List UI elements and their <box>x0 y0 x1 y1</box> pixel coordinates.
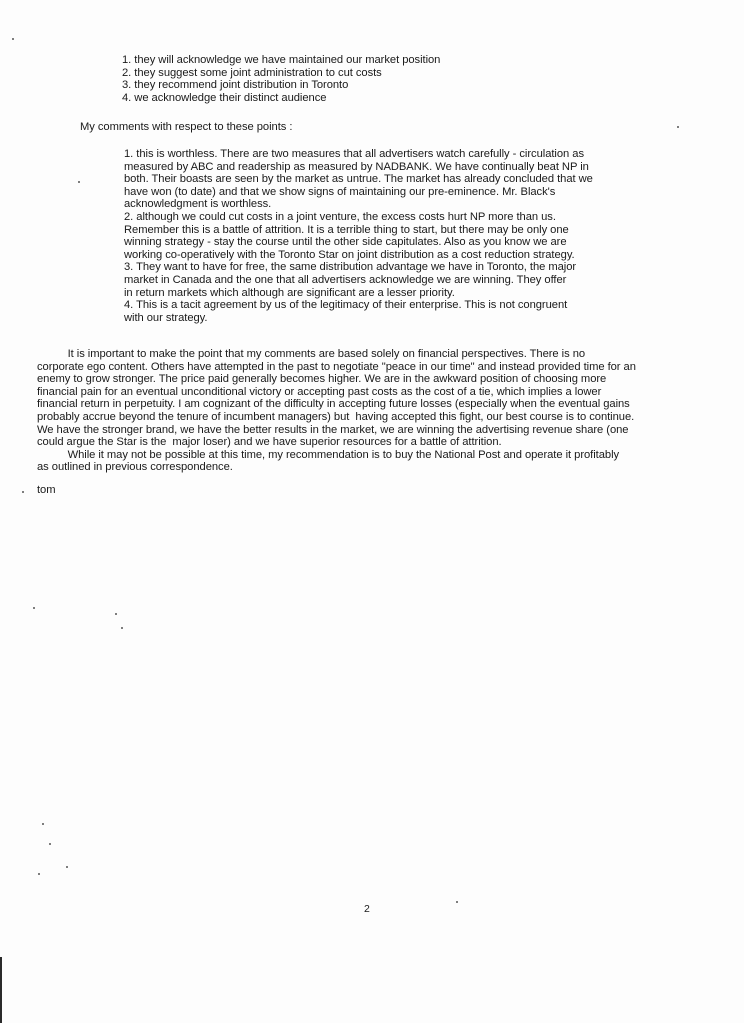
scan-speck <box>121 627 123 629</box>
text-line: 4. This is a tacit agreement by us of the legitimacy of their enterprise. This is not congruent <box>124 299 568 312</box>
text-line: It is important to make the point that my comments are based solely on financial perspectives. There is no <box>37 348 586 360</box>
comments-points <box>124 148 593 324</box>
scan-speck <box>78 181 80 183</box>
text-line: financial pain for an eventual unconditional victory or accepting past costs as the cost of a tie, which implies a lower <box>37 385 602 398</box>
text-line: 2. although we could cut costs in a joint venture, the excess costs hurt NP more than us. <box>124 210 556 223</box>
page-number: 2 <box>364 903 370 915</box>
scan-speck <box>42 823 44 825</box>
comments-heading <box>80 121 292 134</box>
text-line: 3. They want to have for free, the same distribution advantage we have in Toronto, the major <box>124 261 577 274</box>
list-item: 2. they suggest some joint administration to cut costs <box>122 66 382 79</box>
text-line: in return markets which although are significant are a lesser priority. <box>124 286 455 299</box>
text-line: While it may not be possible at this time, my recommendation is to buy the National Post and operate it profitably <box>37 448 620 461</box>
scan-speck <box>49 843 51 845</box>
list-item: 1. they will acknowledge we have maintained our market position <box>122 54 441 66</box>
text-line: market in Canada and the one that all advertisers acknowledge we are winning. They offer <box>124 273 567 286</box>
scan-speck <box>456 901 458 903</box>
scan-speck <box>38 873 40 875</box>
text-line: both. Their boasts are seen by the market as untrue. The market has already concluded that we <box>124 173 593 186</box>
scan-speck <box>33 607 35 609</box>
scan-speck <box>115 613 117 615</box>
text-line: probably accrue beyond the tenure of incumbent managers) but having accepted this fight, our best course is to continue. <box>37 410 635 423</box>
text-line: winning strategy - stay the course until the other side capitulates. Also as you know we are <box>124 236 567 249</box>
list-item: 3. they recommend joint distribution in Toronto <box>122 79 349 92</box>
scan-speck <box>66 866 68 868</box>
text-line: could argue the Star is the major loser) and we have superior resources for a battle of attrition. <box>37 436 502 449</box>
scan-speck <box>12 38 14 40</box>
text-line: have won (to date) and that we show signs of maintaining our pre-eminence. Mr. Black's <box>124 185 556 198</box>
scan-edge-mark <box>0 957 2 1023</box>
text-line: working co-operatively with the Toronto Star on joint distribution as a cost reduction strategy. <box>124 248 575 261</box>
text-line: financial return in perpetuity. I am cognizant of the difficulty in accepting future losses (especially when the eventual gains <box>37 398 630 411</box>
proposal-points-list <box>122 54 440 104</box>
text-line: enemy to grow stronger. The price paid generally becomes higher. We are in the awkward position of choosing more <box>37 373 607 386</box>
comments-heading-text: My comments with respect to these points : <box>80 121 293 133</box>
body-paragraph <box>37 348 636 474</box>
text-line: 1. this is worthless. There are two measures that all advertisers watch carefully - circulation as <box>124 148 584 160</box>
signature-text: tom <box>37 484 56 496</box>
text-line: Remember this is a battle of attrition. It is a terrible thing to start, but there may be only one <box>124 223 569 236</box>
signature <box>37 484 56 497</box>
text-line: measured by ABC and readership as measured by NADBANK. We have continually beat NP in <box>124 160 589 173</box>
text-line: with our strategy. <box>124 311 208 324</box>
scan-speck <box>22 491 24 493</box>
text-line: We have the stronger brand, we have the better results in the market, we are winning the advertising revenue share (one <box>37 423 629 436</box>
text-line: acknowledgment is worthless. <box>124 198 272 211</box>
scan-speck <box>677 126 679 128</box>
list-item: 4. we acknowledge their distinct audience <box>122 91 327 104</box>
text-line: as outlined in previous correspondence. <box>37 461 233 474</box>
text-line: corporate ego content. Others have attempted in the past to negotiate "peace in our time" and instead provided time for an <box>37 360 636 373</box>
